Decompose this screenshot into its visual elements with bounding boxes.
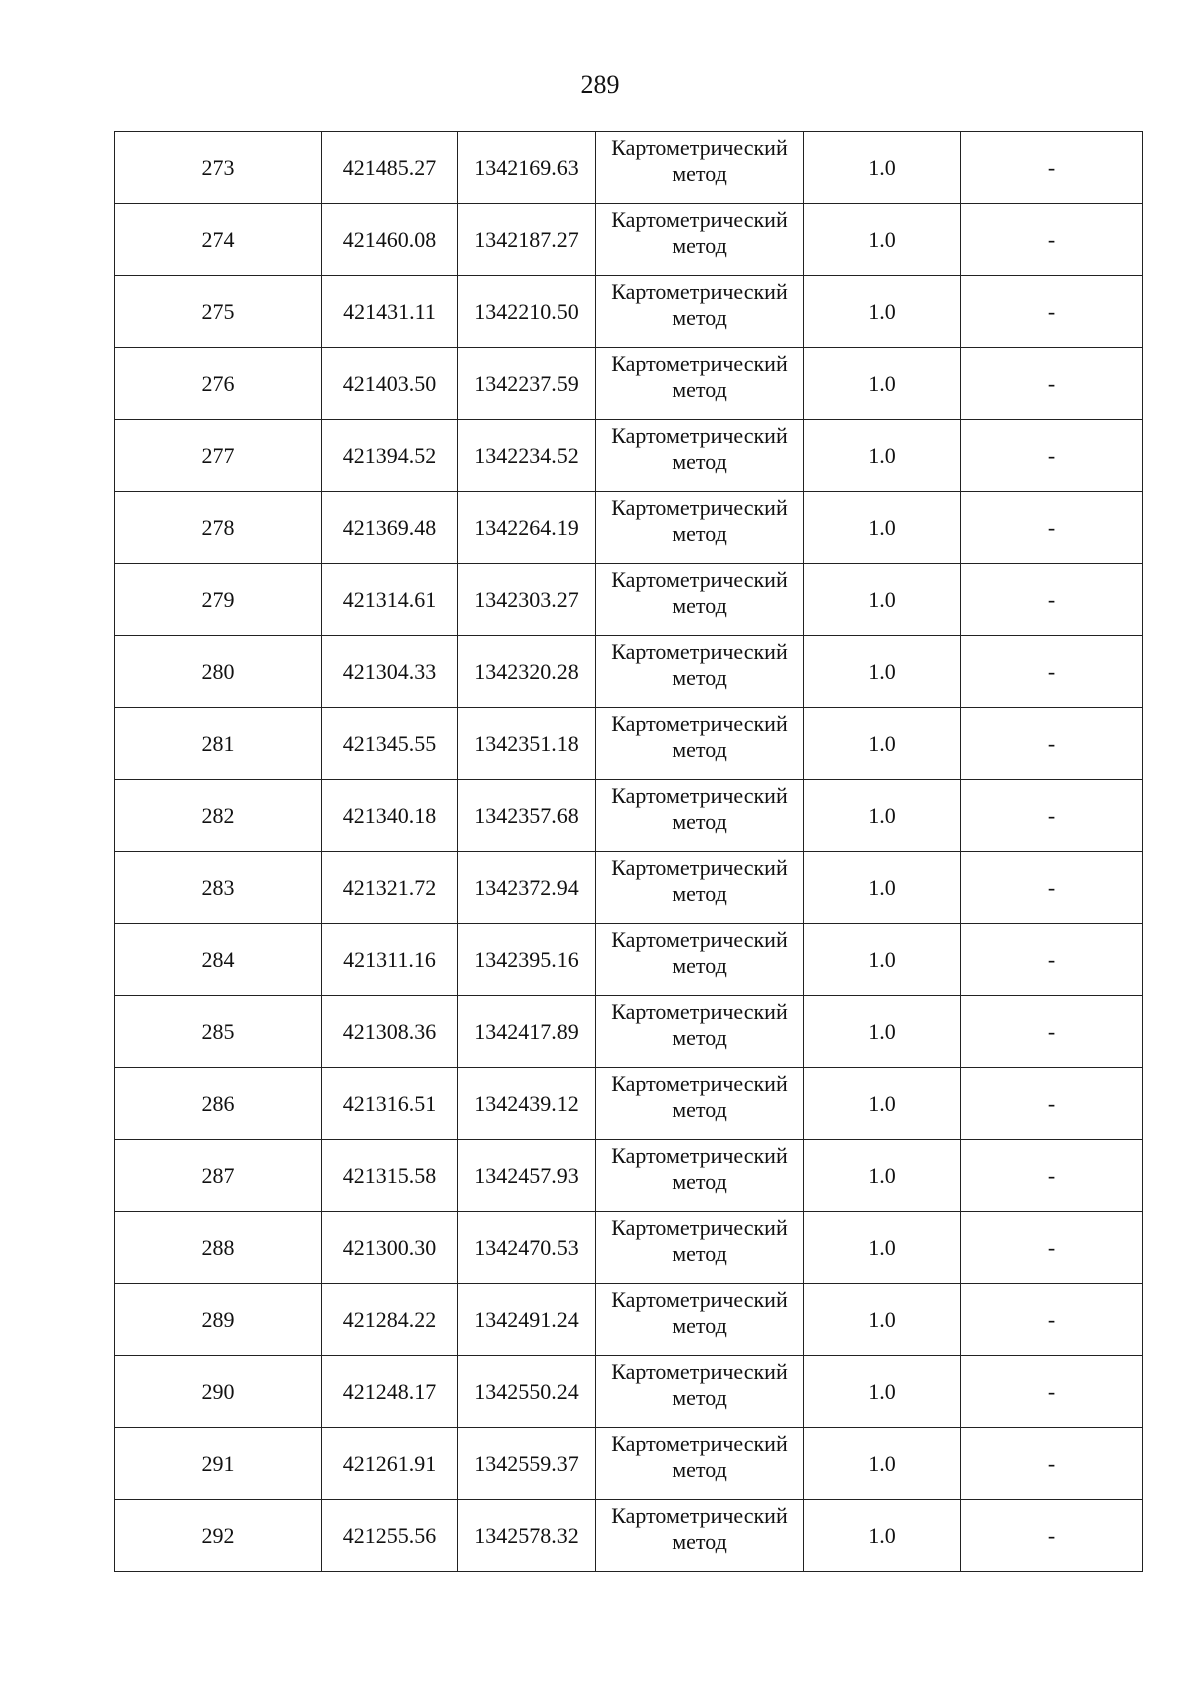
point-number-cell: 291	[115, 1428, 322, 1500]
accuracy-cell: 1.0	[804, 924, 961, 996]
y-coordinate-cell: 1342187.27	[458, 204, 596, 276]
accuracy-cell: 1.0	[804, 1212, 961, 1284]
accuracy-cell: 1.0	[804, 636, 961, 708]
y-coordinate-cell: 1342264.19	[458, 492, 596, 564]
description-cell: -	[961, 564, 1143, 636]
point-number-cell: 288	[115, 1212, 322, 1284]
description-cell: -	[961, 780, 1143, 852]
coordinates-table-body	[115, 132, 1143, 1572]
accuracy-cell: 1.0	[804, 276, 961, 348]
y-coordinate-cell: 1342303.27	[458, 564, 596, 636]
point-number-cell: 284	[115, 924, 322, 996]
x-coordinate-cell: 421394.52	[322, 420, 458, 492]
method-cell: Картометрический метод	[596, 564, 804, 636]
x-coordinate-cell: 421311.16	[322, 924, 458, 996]
table-row	[115, 492, 1143, 564]
accuracy-cell: 1.0	[804, 420, 961, 492]
accuracy-cell: 1.0	[804, 780, 961, 852]
x-coordinate-cell: 421308.36	[322, 996, 458, 1068]
description-cell: -	[961, 1140, 1143, 1212]
x-coordinate-cell: 421304.33	[322, 636, 458, 708]
table-row	[115, 924, 1143, 996]
table-row	[115, 420, 1143, 492]
table-row	[115, 276, 1143, 348]
point-number-cell: 290	[115, 1356, 322, 1428]
y-coordinate-cell: 1342559.37	[458, 1428, 596, 1500]
point-number-cell: 283	[115, 852, 322, 924]
method-cell: Картометрический метод	[596, 1500, 804, 1572]
table-row	[115, 1356, 1143, 1428]
method-cell: Картометрический метод	[596, 1356, 804, 1428]
x-coordinate-cell: 421403.50	[322, 348, 458, 420]
method-cell: Картометрический метод	[596, 348, 804, 420]
point-number-cell: 279	[115, 564, 322, 636]
table-row	[115, 132, 1143, 204]
method-cell: Картометрический метод	[596, 1428, 804, 1500]
y-coordinate-cell: 1342237.59	[458, 348, 596, 420]
accuracy-cell: 1.0	[804, 852, 961, 924]
method-cell: Картометрический метод	[596, 708, 804, 780]
x-coordinate-cell: 421460.08	[322, 204, 458, 276]
y-coordinate-cell: 1342320.28	[458, 636, 596, 708]
method-cell: Картометрический метод	[596, 780, 804, 852]
method-cell: Картометрический метод	[596, 1140, 804, 1212]
point-number-cell: 282	[115, 780, 322, 852]
x-coordinate-cell: 421345.55	[322, 708, 458, 780]
description-cell: -	[961, 420, 1143, 492]
method-cell: Картометрический метод	[596, 996, 804, 1068]
point-number-cell: 275	[115, 276, 322, 348]
method-cell: Картометрический метод	[596, 852, 804, 924]
table-row	[115, 996, 1143, 1068]
y-coordinate-cell: 1342234.52	[458, 420, 596, 492]
description-cell: -	[961, 132, 1143, 204]
description-cell: -	[961, 708, 1143, 780]
method-cell: Картометрический метод	[596, 204, 804, 276]
accuracy-cell: 1.0	[804, 348, 961, 420]
x-coordinate-cell: 421248.17	[322, 1356, 458, 1428]
point-number-cell: 277	[115, 420, 322, 492]
point-number-cell: 287	[115, 1140, 322, 1212]
y-coordinate-cell: 1342395.16	[458, 924, 596, 996]
x-coordinate-cell: 421340.18	[322, 780, 458, 852]
table-row	[115, 852, 1143, 924]
x-coordinate-cell: 421314.61	[322, 564, 458, 636]
y-coordinate-cell: 1342351.18	[458, 708, 596, 780]
point-number-cell: 276	[115, 348, 322, 420]
y-coordinate-cell: 1342357.68	[458, 780, 596, 852]
x-coordinate-cell: 421300.30	[322, 1212, 458, 1284]
point-number-cell: 289	[115, 1284, 322, 1356]
point-number-cell: 278	[115, 492, 322, 564]
accuracy-cell: 1.0	[804, 1284, 961, 1356]
description-cell: -	[961, 996, 1143, 1068]
accuracy-cell: 1.0	[804, 1068, 961, 1140]
description-cell: -	[961, 924, 1143, 996]
table-row	[115, 1500, 1143, 1572]
description-cell: -	[961, 276, 1143, 348]
x-coordinate-cell: 421321.72	[322, 852, 458, 924]
point-number-cell: 273	[115, 132, 322, 204]
table-row	[115, 708, 1143, 780]
coordinates-table	[114, 131, 1143, 1572]
accuracy-cell: 1.0	[804, 1500, 961, 1572]
accuracy-cell: 1.0	[804, 1356, 961, 1428]
description-cell: -	[961, 492, 1143, 564]
point-number-cell: 274	[115, 204, 322, 276]
table-row	[115, 348, 1143, 420]
description-cell: -	[961, 1068, 1143, 1140]
description-cell: -	[961, 1428, 1143, 1500]
method-cell: Картометрический метод	[596, 492, 804, 564]
point-number-cell: 285	[115, 996, 322, 1068]
accuracy-cell: 1.0	[804, 1140, 961, 1212]
method-cell: Картометрический метод	[596, 132, 804, 204]
accuracy-cell: 1.0	[804, 996, 961, 1068]
y-coordinate-cell: 1342457.93	[458, 1140, 596, 1212]
table-row	[115, 1428, 1143, 1500]
accuracy-cell: 1.0	[804, 1428, 961, 1500]
table-row	[115, 780, 1143, 852]
y-coordinate-cell: 1342439.12	[458, 1068, 596, 1140]
method-cell: Картометрический метод	[596, 1212, 804, 1284]
x-coordinate-cell: 421315.58	[322, 1140, 458, 1212]
table-row	[115, 1212, 1143, 1284]
point-number-cell: 281	[115, 708, 322, 780]
method-cell: Картометрический метод	[596, 1284, 804, 1356]
y-coordinate-cell: 1342417.89	[458, 996, 596, 1068]
method-cell: Картометрический метод	[596, 276, 804, 348]
x-coordinate-cell: 421431.11	[322, 276, 458, 348]
description-cell: -	[961, 1212, 1143, 1284]
x-coordinate-cell: 421369.48	[322, 492, 458, 564]
accuracy-cell: 1.0	[804, 492, 961, 564]
x-coordinate-cell: 421316.51	[322, 1068, 458, 1140]
point-number-cell: 280	[115, 636, 322, 708]
y-coordinate-cell: 1342169.63	[458, 132, 596, 204]
method-cell: Картометрический метод	[596, 420, 804, 492]
description-cell: -	[961, 1284, 1143, 1356]
y-coordinate-cell: 1342470.53	[458, 1212, 596, 1284]
method-cell: Картометрический метод	[596, 1068, 804, 1140]
x-coordinate-cell: 421485.27	[322, 132, 458, 204]
point-number-cell: 286	[115, 1068, 322, 1140]
method-cell: Картометрический метод	[596, 924, 804, 996]
table-row	[115, 1068, 1143, 1140]
y-coordinate-cell: 1342372.94	[458, 852, 596, 924]
point-number-cell: 292	[115, 1500, 322, 1572]
accuracy-cell: 1.0	[804, 564, 961, 636]
y-coordinate-cell: 1342550.24	[458, 1356, 596, 1428]
description-cell: -	[961, 1356, 1143, 1428]
y-coordinate-cell: 1342491.24	[458, 1284, 596, 1356]
accuracy-cell: 1.0	[804, 132, 961, 204]
x-coordinate-cell: 421284.22	[322, 1284, 458, 1356]
x-coordinate-cell: 421255.56	[322, 1500, 458, 1572]
accuracy-cell: 1.0	[804, 204, 961, 276]
y-coordinate-cell: 1342210.50	[458, 276, 596, 348]
table-row	[115, 564, 1143, 636]
description-cell: -	[961, 348, 1143, 420]
table-row	[115, 1284, 1143, 1356]
method-cell: Картометрический метод	[596, 636, 804, 708]
x-coordinate-cell: 421261.91	[322, 1428, 458, 1500]
y-coordinate-cell: 1342578.32	[458, 1500, 596, 1572]
description-cell: -	[961, 204, 1143, 276]
table-row	[115, 204, 1143, 276]
table-row	[115, 636, 1143, 708]
description-cell: -	[961, 1500, 1143, 1572]
accuracy-cell: 1.0	[804, 708, 961, 780]
page-number: 289	[580, 70, 620, 99]
description-cell: -	[961, 852, 1143, 924]
description-cell: -	[961, 636, 1143, 708]
table-row	[115, 1140, 1143, 1212]
